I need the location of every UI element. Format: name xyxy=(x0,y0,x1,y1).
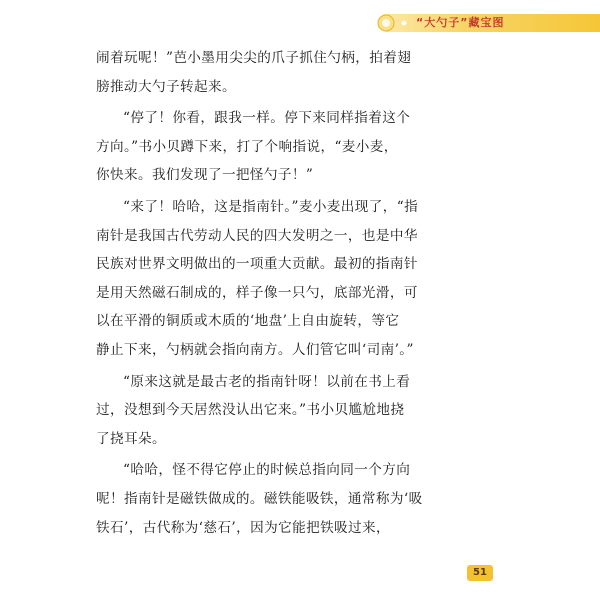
text-line: 铁石’，古代称为‘慈石’，因为它能把铁吸过来， xyxy=(96,519,391,536)
header-banner xyxy=(366,8,600,38)
page-number: 51 xyxy=(473,567,487,578)
text-line: “来了！哈哈，这是指南针。”麦小麦出现了，“指 xyxy=(123,198,419,215)
text-line: 以在平滑的铜质或木质的‘地盘’上自由旋转，等它 xyxy=(96,313,400,330)
text-line: 民族对世界文明做出的一项重大贡献。最初的指南针 xyxy=(96,256,418,273)
text-line: 方向。”书小贝蹲下来，打了个响指说，“麦小麦， xyxy=(96,138,398,155)
text-line: 闹着玩呢！”芭小墨用尖尖的爪子抓住勺柄，拍着翅 xyxy=(96,50,412,66)
text-line: 你快来。我们发现了一把怪勺子！” xyxy=(96,167,314,184)
text-line: 是用天然磁石制成的，样子像一只勺，底部光滑，可 xyxy=(96,284,418,301)
paragraph xyxy=(96,368,468,454)
text-line: “原来这就是最古老的指南针呀！以前在书上看 xyxy=(123,373,411,390)
text-line: 呢！指南针是磁铁做成的。磁铁能吸铁，通常称为‘吸 xyxy=(96,490,423,507)
paragraph xyxy=(96,456,468,542)
text-line: “停了！你看，跟我一样。停下来同样指着这个 xyxy=(123,110,411,127)
text-line: 南针是我国古代劳动人民的四大发明之一，也是中华 xyxy=(96,227,418,244)
paragraph xyxy=(96,193,468,365)
text-line: “哈哈，怪不得它停止的时候总指向同一个方向 xyxy=(123,462,411,479)
paragraph xyxy=(96,104,468,190)
paragraph xyxy=(96,44,468,101)
header-title: “大勺子”藏宝图 xyxy=(416,16,505,29)
body-text xyxy=(96,44,468,545)
page-number-badge xyxy=(467,565,493,581)
text-line: 了挠耳朵。 xyxy=(96,430,166,447)
text-line: 过，没想到今天居然没认出它来。”书小贝尴尬地挠 xyxy=(96,402,405,419)
text-line: 静止下来，勺柄就会指向南方。人们管它叫‘司南’。” xyxy=(96,341,414,358)
text-line: 膀推动大勺子转起来。 xyxy=(96,78,236,95)
